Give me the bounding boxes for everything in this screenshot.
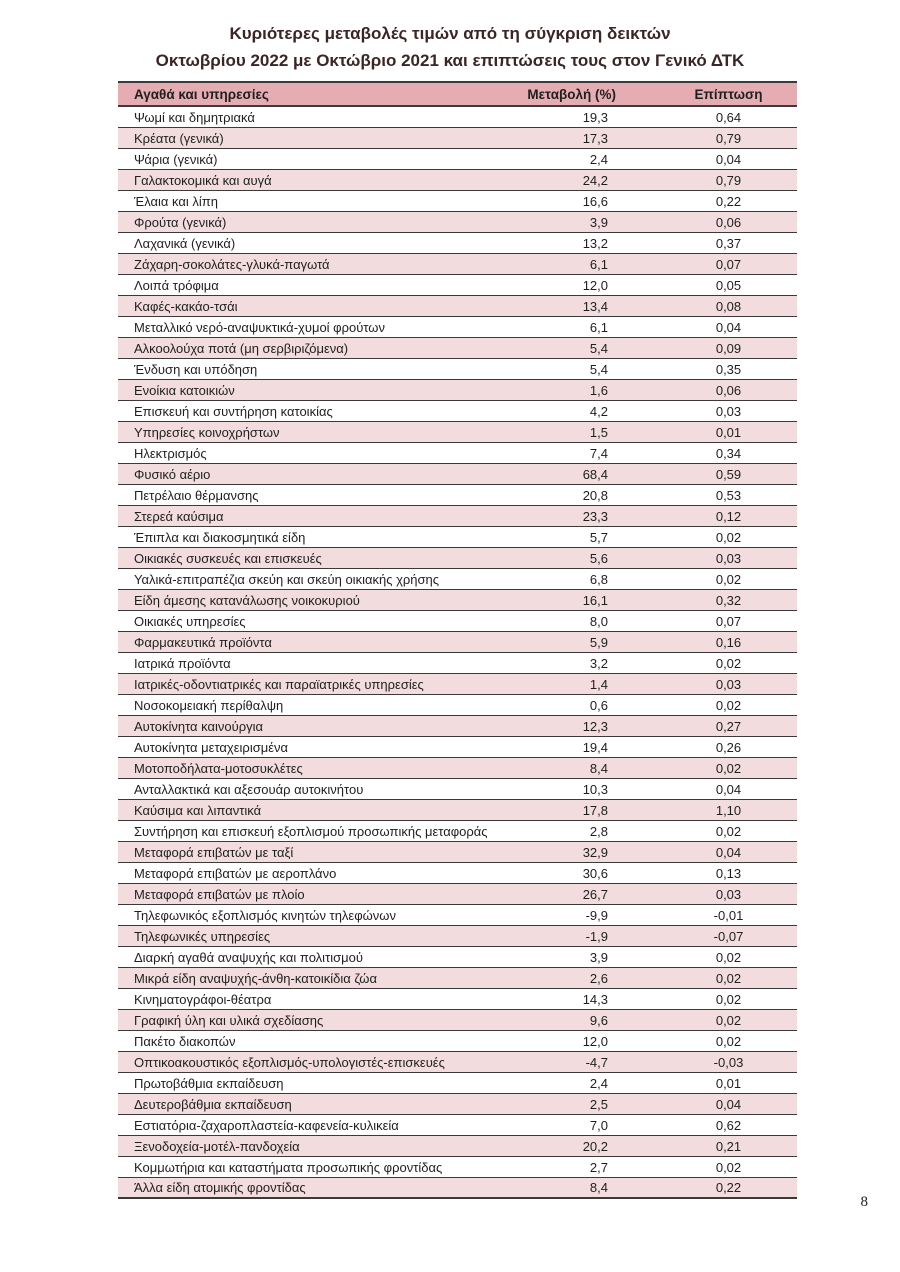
row-change-value: 68,4	[582, 466, 608, 482]
table-row	[118, 422, 797, 443]
row-label: Μικρά είδη αναψυχής-άνθη-κατοικίδια ζώα	[134, 970, 377, 986]
table-row	[118, 590, 797, 611]
row-change-value: 5,4	[589, 361, 608, 377]
row-label: Μεταλλικό νερό-αναψυκτικά-χυμοί φρούτων	[134, 319, 385, 335]
row-change-value: -4,7	[585, 1054, 608, 1070]
row-label: Έπιπλα και διακοσμητικά είδη	[134, 529, 306, 545]
table-row	[118, 863, 797, 884]
table-row	[118, 800, 797, 821]
row-label: Μοτοποδήλατα-μοτοσυκλέτες	[134, 760, 303, 776]
row-change-value: 24,2	[582, 172, 608, 188]
table-row	[118, 1178, 797, 1199]
table-row	[118, 212, 797, 233]
table-row	[118, 1073, 797, 1094]
row-change-value: 5,4	[589, 340, 608, 356]
table-row	[118, 1136, 797, 1157]
table-row	[118, 128, 797, 149]
row-impact-value: 0,32	[715, 592, 742, 608]
table-row	[118, 653, 797, 674]
table-row	[118, 821, 797, 842]
row-label: Ξενοδοχεία-μοτέλ-πανδοχεία	[134, 1138, 300, 1154]
row-label: Άλλα είδη ατομικής φροντίδας	[134, 1180, 306, 1195]
row-impact-value: 0,37	[715, 235, 742, 251]
row-impact-value: 0,02	[715, 949, 742, 965]
row-change-value: 2,5	[589, 1096, 608, 1112]
row-label: Ψωμί και δημητριακά	[134, 109, 255, 125]
row-label: Φρούτα (γενικά)	[134, 214, 227, 230]
row-label: Λαχανικά (γενικά)	[134, 235, 236, 251]
row-change-value: 17,3	[582, 130, 608, 146]
row-change-value: -1,9	[585, 928, 608, 944]
table-row	[118, 359, 797, 380]
table-row	[118, 275, 797, 296]
table-row	[118, 233, 797, 254]
table-row	[118, 926, 797, 947]
row-impact-value: 0,02	[715, 1033, 742, 1049]
row-impact-value: 0,02	[715, 991, 742, 1007]
row-impact-value: 0,13	[715, 865, 742, 881]
table-row	[118, 527, 797, 548]
row-change-value: 30,6	[582, 865, 608, 881]
row-label: Νοσοκομειακή περίθαλψη	[134, 697, 284, 713]
row-label: Γραφική ύλη και υλικά σχεδίασης	[134, 1012, 324, 1028]
row-impact-value: 0,34	[715, 445, 742, 461]
row-change-value: 3,2	[589, 655, 608, 671]
table-row	[118, 296, 797, 317]
row-change-value: 6,1	[589, 319, 608, 335]
row-change-value: 32,9	[582, 844, 608, 860]
row-change-value: 1,4	[589, 676, 608, 692]
row-label: Πρωτοβάθμια εκπαίδευση	[134, 1075, 284, 1091]
row-impact-value: 0,03	[715, 403, 742, 419]
row-label: Ανταλλακτικά και αξεσουάρ αυτοκινήτου	[134, 781, 364, 797]
row-impact-value: 0,01	[715, 1075, 742, 1091]
row-change-value: 2,7	[589, 1159, 608, 1175]
row-change-value: 3,9	[589, 214, 608, 230]
table-header-row	[118, 83, 797, 107]
row-change-value: 14,3	[582, 991, 608, 1007]
row-impact-value: 0,02	[715, 697, 742, 713]
row-label: Υπηρεσίες κοινοχρήστων	[134, 424, 280, 440]
row-change-value: 20,2	[582, 1138, 608, 1154]
row-label: Καύσιμα και λιπαντικά	[134, 802, 262, 818]
row-label: Φυσικό αέριο	[134, 466, 211, 482]
row-change-value: 1,6	[589, 382, 608, 398]
row-impact-value: 0,27	[715, 718, 742, 734]
row-change-value: 1,5	[589, 424, 608, 440]
row-label: Είδη άμεσης κατανάλωσης νοικοκυριού	[134, 592, 360, 608]
row-change-value: 3,9	[589, 949, 608, 965]
row-change-value: 16,6	[582, 193, 608, 209]
row-label: Αυτοκίνητα καινούργια	[134, 718, 264, 734]
row-impact-value: 0,22	[715, 193, 742, 209]
row-change-value: -9,9	[585, 907, 608, 923]
row-label: Ιατρικά προϊόντα	[134, 655, 231, 671]
column-header-change-percent: Μεταβολή (%)	[527, 86, 616, 102]
row-impact-value: 0,05	[715, 277, 742, 293]
row-label: Οικιακές υπηρεσίες	[134, 613, 246, 629]
row-change-value: 7,4	[589, 445, 608, 461]
row-label: Γαλακτοκομικά και αυγά	[134, 172, 272, 188]
row-label: Ψάρια (γενικά)	[134, 151, 218, 167]
row-change-value: 12,0	[582, 1033, 608, 1049]
row-label: Ηλεκτρισμός	[134, 445, 207, 461]
table-row	[118, 884, 797, 905]
table-row	[118, 737, 797, 758]
row-label: Στερεά καύσιμα	[134, 508, 224, 524]
row-change-value: 17,8	[582, 802, 608, 818]
row-impact-value: 0,79	[715, 172, 742, 188]
row-change-value: 23,3	[582, 508, 608, 524]
table-row	[118, 1010, 797, 1031]
row-change-value: 5,9	[589, 634, 608, 650]
row-impact-value: 0,02	[715, 970, 742, 986]
row-impact-value: 0,03	[715, 886, 742, 902]
row-label: Λοιπά τρόφιμα	[134, 277, 219, 293]
row-impact-value: 0,16	[715, 634, 742, 650]
document-title	[0, 20, 900, 74]
row-impact-value: 0,03	[715, 550, 742, 566]
row-change-value: 8,4	[589, 760, 608, 776]
table-row	[118, 842, 797, 863]
row-impact-value: -0,07	[713, 928, 744, 944]
row-change-value: 19,3	[582, 109, 608, 125]
table-row	[118, 107, 797, 128]
page-number: 8	[860, 1194, 868, 1210]
row-label: Αυτοκίνητα μεταχειρισμένα	[134, 739, 289, 755]
row-impact-value: 0,02	[715, 655, 742, 671]
row-label: Τηλεφωνικές υπηρεσίες	[134, 928, 271, 944]
row-impact-value: 0,22	[715, 1180, 742, 1195]
row-change-value: 2,4	[589, 1075, 608, 1091]
row-change-value: 26,7	[582, 886, 608, 902]
row-label: Συντήρηση και επισκευή εξοπλισμού προσωπικής μεταφοράς	[134, 823, 488, 839]
row-change-value: 4,2	[589, 403, 608, 419]
column-header-goods-services: Αγαθά και υπηρεσίες	[134, 86, 269, 102]
row-impact-value: 0,53	[715, 487, 742, 503]
row-change-value: 6,8	[589, 571, 608, 587]
row-impact-value: 1,10	[715, 802, 742, 818]
table-row	[118, 1094, 797, 1115]
row-label: Διαρκή αγαθά αναψυχής και πολιτισμού	[134, 949, 363, 965]
row-change-value: 2,8	[589, 823, 608, 839]
row-label: Πακέτο διακοπών	[134, 1033, 236, 1049]
table-row	[118, 191, 797, 212]
row-label: Ενοίκια κατοικιών	[134, 382, 235, 398]
price-changes-table	[118, 81, 797, 1199]
row-change-value: 2,6	[589, 970, 608, 986]
row-impact-value: -0,03	[713, 1054, 744, 1070]
row-change-value: 5,6	[589, 550, 608, 566]
row-impact-value: 0,62	[715, 1117, 742, 1133]
row-label: Τηλεφωνικός εξοπλισμός κινητών τηλεφώνων	[134, 907, 396, 923]
table-row	[118, 632, 797, 653]
row-label: Καφές-κακάο-τσάι	[134, 298, 238, 314]
row-impact-value: 0,08	[715, 298, 742, 314]
table-row	[118, 968, 797, 989]
row-change-value: 2,4	[589, 151, 608, 167]
table-row	[118, 779, 797, 800]
column-header-impact: Επίπτωση	[694, 86, 763, 102]
row-label: Κομμωτήρια και καταστήματα προσωπικής φροντίδας	[134, 1159, 443, 1175]
table-row	[118, 1115, 797, 1136]
table-row	[118, 1031, 797, 1052]
row-impact-value: 0,02	[715, 571, 742, 587]
row-impact-value: 0,04	[715, 1096, 742, 1112]
row-change-value: 6,1	[589, 256, 608, 272]
row-impact-value: 0,12	[715, 508, 742, 524]
row-label: Ζάχαρη-σοκολάτες-γλυκά-παγωτά	[134, 256, 330, 272]
table-row	[118, 716, 797, 737]
row-change-value: 19,4	[582, 739, 608, 755]
row-label: Κινηματογράφοι-θέατρα	[134, 991, 272, 1007]
row-change-value: 13,2	[582, 235, 608, 251]
table-row	[118, 905, 797, 926]
table-row	[118, 548, 797, 569]
table-row	[118, 506, 797, 527]
row-label: Πετρέλαιο θέρμανσης	[134, 487, 259, 503]
table-row	[118, 695, 797, 716]
title-line-1: Κυριότερες μεταβολές τιμών από τη σύγκριση δεικτών	[229, 24, 671, 43]
row-change-value: 9,6	[589, 1012, 608, 1028]
row-change-value: 20,8	[582, 487, 608, 503]
row-label: Ένδυση και υπόδηση	[134, 361, 258, 377]
row-label: Αλκοολούχα ποτά (μη σερβιριζόμενα)	[134, 340, 349, 356]
row-change-value: 12,3	[582, 718, 608, 734]
table-row	[118, 380, 797, 401]
row-impact-value: 0,02	[715, 823, 742, 839]
row-label: Φαρμακευτικά προϊόντα	[134, 634, 272, 650]
table-row	[118, 401, 797, 422]
table-row	[118, 464, 797, 485]
table-row	[118, 611, 797, 632]
row-impact-value: 0,04	[715, 151, 742, 167]
row-impact-value: 0,59	[715, 466, 742, 482]
row-change-value: 0,6	[589, 697, 608, 713]
row-impact-value: 0,02	[715, 1159, 742, 1175]
row-impact-value: -0,01	[713, 907, 744, 923]
row-label: Οικιακές συσκευές και επισκευές	[134, 550, 322, 566]
row-label: Υαλικά-επιτραπέζια σκεύη και σκεύη οικιακής χρήσης	[134, 571, 440, 587]
row-impact-value: 0,02	[715, 529, 742, 545]
table-row	[118, 758, 797, 779]
row-change-value: 13,4	[582, 298, 608, 314]
table-row	[118, 485, 797, 506]
row-impact-value: 0,35	[715, 361, 742, 377]
row-change-value: 12,0	[582, 277, 608, 293]
table-row	[118, 674, 797, 695]
row-impact-value: 0,21	[715, 1138, 742, 1154]
row-change-value: 5,7	[589, 529, 608, 545]
row-impact-value: 0,04	[715, 781, 742, 797]
row-label: Έλαια και λίπη	[134, 193, 218, 209]
row-label: Μεταφορά επιβατών με αεροπλάνο	[134, 865, 337, 881]
row-impact-value: 0,07	[715, 613, 742, 629]
row-change-value: 8,0	[589, 613, 608, 629]
row-label: Δευτεροβάθμια εκπαίδευση	[134, 1096, 292, 1112]
table-row	[118, 569, 797, 590]
table-row	[118, 317, 797, 338]
row-impact-value: 0,02	[715, 760, 742, 776]
row-label: Κρέατα (γενικά)	[134, 130, 224, 146]
row-impact-value: 0,79	[715, 130, 742, 146]
table-row	[118, 989, 797, 1010]
row-impact-value: 0,64	[715, 109, 742, 125]
table-body	[118, 107, 797, 1199]
row-impact-value: 0,09	[715, 340, 742, 356]
row-impact-value: 0,06	[715, 382, 742, 398]
table-row	[118, 338, 797, 359]
row-impact-value: 0,06	[715, 214, 742, 230]
table-row	[118, 254, 797, 275]
row-impact-value: 0,04	[715, 319, 742, 335]
row-label: Εστιατόρια-ζαχαροπλαστεία-καφενεία-κυλικεία	[134, 1117, 399, 1133]
table-row	[118, 1157, 797, 1178]
row-impact-value: 0,07	[715, 256, 742, 272]
row-label: Οπτικοακουστικός εξοπλισμός-υπολογιστές-επισκευές	[134, 1054, 445, 1070]
row-impact-value: 0,04	[715, 844, 742, 860]
table-row	[118, 443, 797, 464]
table-row	[118, 149, 797, 170]
table-row	[118, 1052, 797, 1073]
row-change-value: 7,0	[589, 1117, 608, 1133]
row-label: Επισκευή και συντήρηση κατοικίας	[134, 403, 333, 419]
row-change-value: 16,1	[582, 592, 608, 608]
row-impact-value: 0,03	[715, 676, 742, 692]
title-line-2: Οκτωβρίου 2022 με Οκτώβριο 2021 και επιπτώσεις τους στον Γενικό ΔΤΚ	[155, 51, 745, 70]
table-row	[118, 170, 797, 191]
row-label: Ιατρικές-οδοντιατρικές και παραϊατρικές υπηρεσίες	[134, 676, 424, 692]
row-impact-value: 0,01	[715, 424, 742, 440]
row-change-value: 8,4	[589, 1180, 608, 1195]
row-impact-value: 0,26	[715, 739, 742, 755]
row-impact-value: 0,02	[715, 1012, 742, 1028]
row-change-value: 10,3	[582, 781, 608, 797]
table-row	[118, 947, 797, 968]
row-label: Μεταφορά επιβατών με ταξί	[134, 844, 294, 860]
row-label: Μεταφορά επιβατών με πλοίο	[134, 886, 305, 902]
